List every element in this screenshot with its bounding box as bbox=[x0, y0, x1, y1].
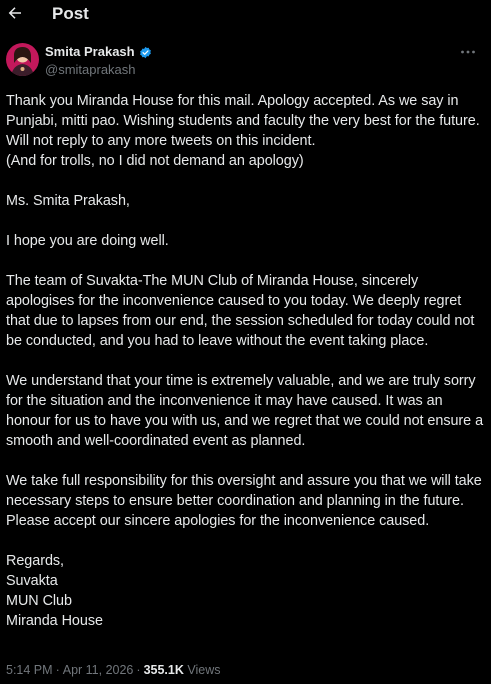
back-button[interactable] bbox=[4, 2, 26, 24]
verified-badge-icon bbox=[139, 46, 152, 59]
more-horizontal-icon bbox=[460, 49, 476, 55]
post-text bbox=[6, 91, 486, 631]
views-count[interactable]: 355.1K bbox=[143, 663, 184, 677]
post-time[interactable]: 5:14 PM bbox=[6, 663, 53, 677]
meta-separator: · bbox=[136, 663, 141, 677]
post-paragraph bbox=[6, 91, 486, 171]
author-row bbox=[6, 43, 486, 79]
author-name[interactable] bbox=[45, 44, 152, 60]
post-date[interactable]: Apr 11, 2026 bbox=[62, 663, 134, 677]
post-text-line: Thank you Miranda House for this mail. Apology accepted. As we say in Punjabi, mitti pao. Wishing students and faculty the very best for the future. Will not reply to any more tweets on this incident. bbox=[6, 93, 480, 149]
post-text-line: Ms. Smita Prakash, bbox=[6, 193, 130, 209]
post-paragraph bbox=[6, 371, 486, 451]
author-name-text: Smita Prakash bbox=[45, 44, 135, 59]
post-text-line: MUN Club bbox=[6, 593, 72, 609]
post-text-line: Miranda House bbox=[6, 613, 103, 629]
more-options-button[interactable] bbox=[458, 45, 478, 59]
avatar[interactable] bbox=[6, 43, 39, 76]
post-paragraph bbox=[6, 231, 486, 251]
post-paragraph bbox=[6, 191, 486, 211]
post-paragraph bbox=[6, 551, 486, 631]
post-paragraph bbox=[6, 271, 486, 351]
post-text-line: The team of Suvakta-The MUN Club of Miranda House, sincerely apologises for the inconvenience caused to you today. We deeply regret that due to lapses from our end, the session scheduled for today could not be conducted, and you had to leave without the event taking place. bbox=[6, 273, 475, 349]
post-text-line: We take full responsibility for this oversight and assure you that we will take necessary steps to ensure better coordination and planning in the future. Please accept our sincere apologies for the inconvenience caused. bbox=[6, 473, 482, 529]
views-label: Views bbox=[187, 663, 221, 677]
post-text-line: Regards, bbox=[6, 553, 64, 569]
author-handle[interactable]: @smitaprakash bbox=[45, 62, 136, 77]
meta-separator: · bbox=[55, 663, 60, 677]
post-header bbox=[0, 0, 491, 28]
post-text-line: I hope you are doing well. bbox=[6, 233, 169, 249]
page-title: Post bbox=[52, 4, 89, 23]
arrow-left-icon bbox=[6, 4, 24, 22]
post-paragraph bbox=[6, 471, 486, 531]
post-text-line: (And for trolls, no I did not demand an apology) bbox=[6, 153, 304, 169]
post-text-line: Suvakta bbox=[6, 573, 58, 589]
post-text-line: We understand that your time is extremely valuable, and we are truly sorry for the situation and the inconvenience it may have caused. It was an honour for us to have you with us, and we regret that we could not ensure a smooth and well-coordinated event as planned. bbox=[6, 373, 484, 449]
post-meta bbox=[6, 662, 220, 678]
